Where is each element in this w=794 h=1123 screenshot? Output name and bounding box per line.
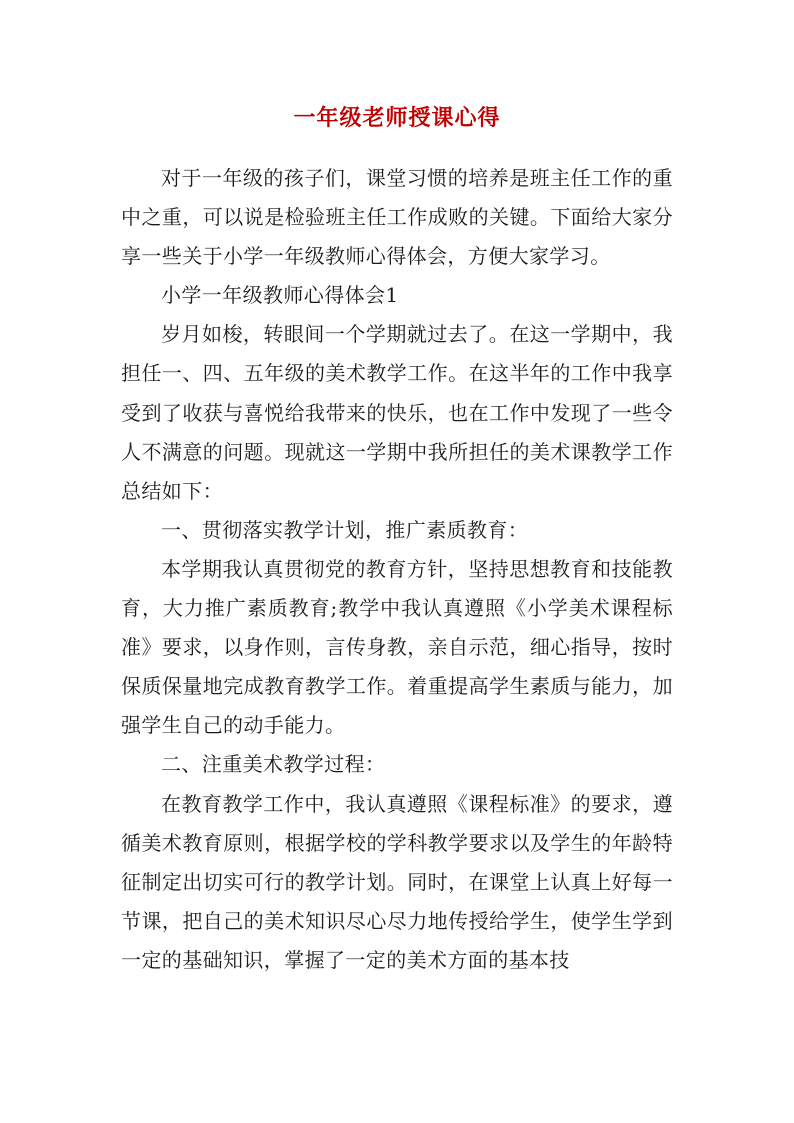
section-heading-experience-1: 小学一年级教师心得体会1 [161,283,399,308]
body-paragraph: 岁月如梭，转眼间一个学期就过去了。在这一学期中，我担任一、四、五年级的美术教学工作。在这半年的工作中我享受到了收获与喜悦给我带来的快乐，也在工作中发现了一些令人不满意的问题。现就这一学期中我所担任的美术课教学工作总结如下： [121,322,673,503]
body-paragraph: 本学期我认真贯彻党的教育方针，坚持思想教育和技能教育，大力推广素质教育;教学中我认真遵照《小学美术课程标准》要求，以身作则，言传身教，亲自示范，细心指导，按时保质保量地完成教育教学工作。着重提高学生素质与能力，加强学生自己的动手能力。 [121,556,673,738]
section-heading-one: 一、贯彻落实教学计划，推广素质教育： [161,517,529,542]
document-body [121,159,673,980]
section-heading-two: 二、注重美术教学过程： [161,752,386,777]
intro-paragraph: 对于一年级的孩子们，课堂习惯的培养是班主任工作的重中之重，可以说是检验班主任工作成败的关键。下面给大家分享一些关于小学一年级教师心得体会，方便大家学习。 [121,166,673,269]
body-paragraph: 在教育教学工作中，我认真遵照《课程标准》的要求，遵循美术教育原则，根据学校的学科教学要求以及学生的年龄特征制定出切实可行的教学计划。同时，在课堂上认真上好每一节课，把自己的美术知识尽心尽力地传授给学生，使学生学到一定的基础知识，掌握了一定的美术方面的基本技 [121,791,673,972]
document-title: 一年级老师授课心得 [293,105,501,131]
